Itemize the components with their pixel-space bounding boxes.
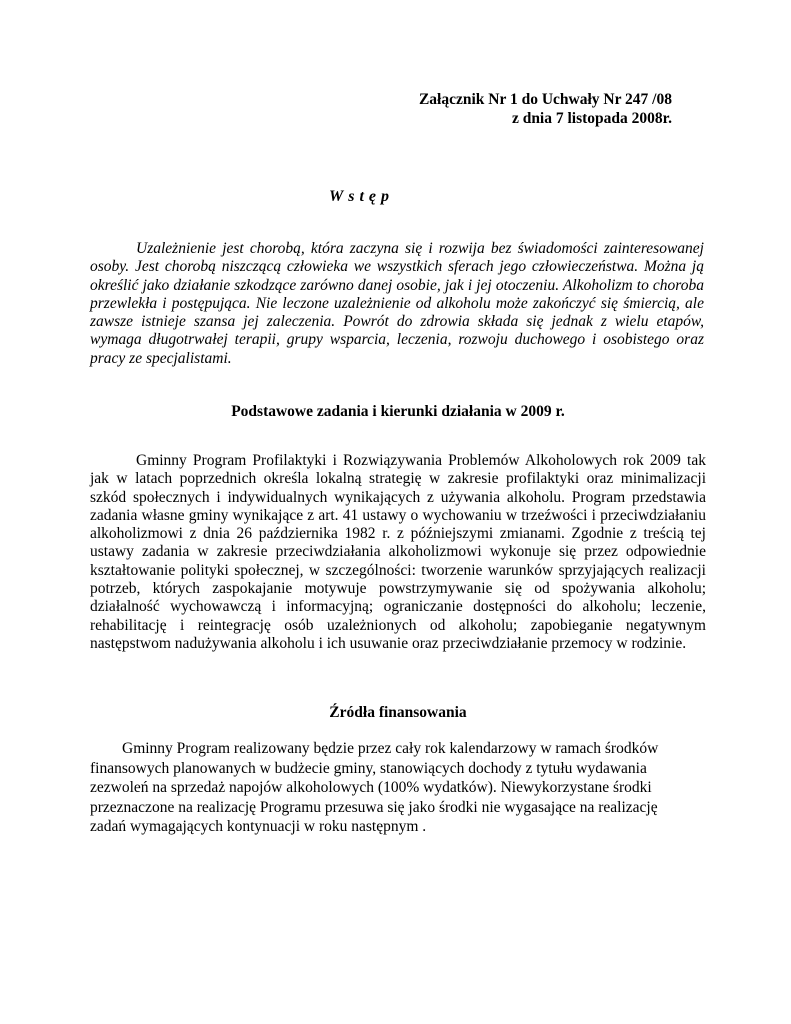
attachment-header-line1: Załącznik Nr 1 do Uchwały Nr 247 /08 [418,91,672,108]
tasks-paragraph: Gminny Program Profilaktyki i Rozwiązywania Problemów Alkoholowych rok 2009 tak jak w latach poprzednich określa lokalną strategię w zakresie profilaktyki oraz minimalizacji szkód społecznych i indywidualnych wynikających z używania alkoholu. Program przedstawia zadania własne gminy wynikające z art. 41 ustawy o wychowaniu w trzeźwości i przeciwdziałaniu alkoholizmowi z dnia 26 października 1982 r. z późniejszymi zmianami. Zgodnie z treścią tej ustawy zadania w zakresie przeciwdziałania alkoholizmowi wykonuje się przez odpowiednie kształtowanie polityki społecznej, w szczególności: tworzenie warunków sprzyjających realizacji potrzeb, których zaspokajanie motywuje powstrzymywanie się od spożywania alkoholu; działalność wychowawczą i informacyjną; ograniczanie dostępności do alkoholu; leczenie, rehabilitację i reintegrację osób uzależnionych od alkoholu; zapobieganie negatywnym następstwom nadużywania alkoholu i ich usuwanie oraz przeciwdziałanie przemocy w rodzinie. [90,452,706,652]
intro-title: Wstęp [329,188,394,205]
attachment-header-line2: z dnia 7 listopada 2008r. [511,110,672,127]
funding-heading: Źródła finansowania [329,704,467,721]
tasks-heading: Podstawowe zadania i kierunki działania w 2009 r. [231,403,565,420]
funding-paragraph: Gminny Program realizowany będzie przez cały rok kalendarzowy w ramach środków finansowych planowanych w budżecie gminy, stanowiących dochody z tytułu wydawania zezwoleń na sprzedaż napojów alkoholowych (100% wydatków). Niewykorzystane środki przeznaczone na realizację Programu przesuwa się jako środki nie wygasające na realizację zadań wymagających kontynuacji w roku następnym . [90,740,659,835]
intro-paragraph: Uzależnienie jest chorobą, która zaczyna się i rozwija bez świadomości zainteresowanej osoby. Jest chorobą niszczącą człowieka we wszystkich sferach jego człowieczeństwa. Można ją określić jako działanie szkodzące zarówno danej osobie, jak i jej otoczeniu. Alkoholizm to choroba przewlekła i postępująca. Nie leczone uzależnienie od alkoholu może zakończyć się śmiercią, ale zawsze istnieje szansa jej zaleczenia. Powrót do zdrowia składa się jednak z wielu etapów, wymaga długotrwałej terapii, grupy wsparcia, leczenia, rozwoju duchowego i osobistego oraz pracy ze specjalistami. [90,240,704,367]
